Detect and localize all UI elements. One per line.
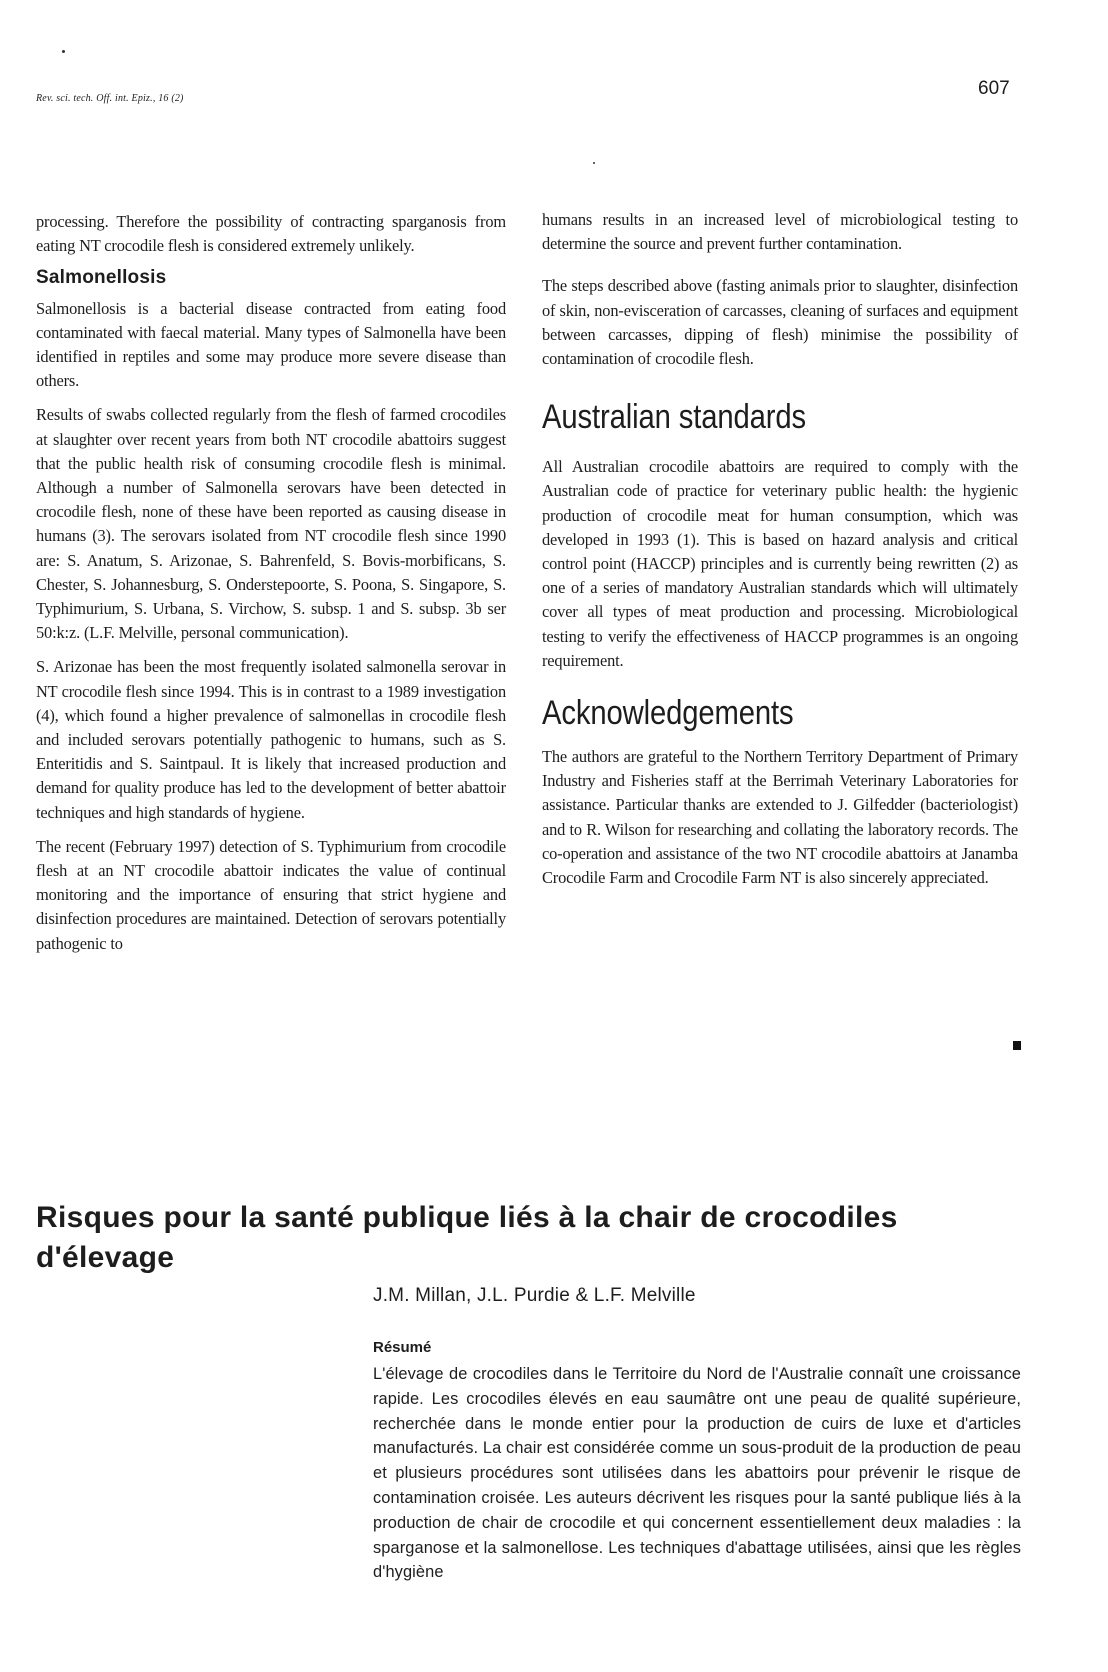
paragraph: S. Arizonae has been the most frequently isolated salmonella serovar in NT crocodile flesh since 1994. This is in contrast to a 1989 investigation (4), which found a higher prevalence of salmonellas in crocodile flesh and included serovars potentially pathogenic to humans, such as S. Enteritidis and S. Saintpaul. It is likely that increased production and demand for quality produce has led to the development of better abattoir techniques and high standards of hygiene. [36, 657, 506, 822]
paragraph: Results of swabs collected regularly from the flesh of farmed crocodiles at slaughter over recent years from both NT crocodile abattoirs suggest that the public health risk of consuming crocodile flesh is minimal. Although a number of Salmonella serovars have been detected in crocodile flesh, none of these have been reported as causing disease in humans (3). The serovars isolated from NT crocodile flesh since 1990 are: S. Anatum, S. Arizonae, S. Bahrenfeld, S. Bovis-morbificans, S. Chester, S. Johannesburg, S. Onderstepoorte, S. Poona, S. Singapore, S. Typhimurium, S. Urbana, S. Virchow, S. subsp. 1 and S. subsp. 3b ser 50:k:z. (L.F. Melville, personal communication). [36, 405, 506, 643]
resume-heading: Résumé [373, 1339, 432, 1356]
section-heading-salmonellosis: Salmonellosis [36, 267, 167, 289]
scan-speck [593, 162, 595, 164]
section-heading-acknowledgements: Acknowledgements [542, 694, 794, 733]
french-article-authors: J.M. Millan, J.L. Purdie & L.F. Melville [373, 1285, 696, 1306]
journal-citation: Rev. sci. tech. Off. int. Epiz., 16 (2) [36, 93, 184, 104]
paragraph: Salmonellosis is a bacterial disease contracted from eating food contaminated with faecal material. Many types of Salmonella have been identified in reptiles and some may produce more severe disease than others. [36, 298, 506, 391]
left-column [36, 210, 506, 966]
section-heading-australian-standards: Australian standards [542, 398, 806, 437]
resume-text: L'élevage de crocodiles dans le Territoire du Nord de l'Australie connaît une croissance rapide. Les crocodiles élevés en eau saumâtre ont une peau de qualité supérieure, recherchée dans le monde entier pour la production de cuirs de luxe et d'articles manufacturés. La chair est considérée comme un sous-produit de la production de peau et plusieurs procédures sont utilisées dans les abattoirs pour prévenir le risque de contamination croisée. Les auteurs décrivent les risques pour la santé publique liés à la production de chair de crocodile et qui concernent essentiellement deux maladies : la sparganose et la salmonellose. Les techniques d'abattage utilisées, ainsi que les règles d'hygiène [373, 1365, 1021, 1582]
paragraph: processing. Therefore the possibility of contracting sparganosis from eating NT crocodile flesh is considered extremely unlikely. [36, 212, 506, 256]
paragraph: The steps described above (fasting animals prior to slaughter, disinfection of skin, non-evisceration of carcasses, cleaning of surfaces and equipment between carcasses, dipping of flesh) minimise the possibility of contamination of crocodile flesh. [542, 276, 1018, 369]
paragraph: All Australian crocodile abattoirs are required to comply with the Australian code of practice for veterinary public health: the hygienic production of crocodile meat for human consumption, which was developed in 1993 (1). This is based on hazard analysis and critical control point (HACCP) principles and is currently being rewritten (2) as one of a series of mandatory Australian standards which will ultimately cover all types of meat production and processing. Microbiological testing to verify the effectiveness of HACCP programmes is an ongoing requirement. [542, 457, 1018, 670]
paragraph: humans results in an increased level of microbiological testing to determine the source and prevent further contamination. [542, 210, 1018, 254]
end-of-article-mark [1013, 1041, 1021, 1050]
french-article-title: Risques pour la santé publique liés à la chair de crocodiles d'élevage [36, 1201, 898, 1274]
right-column [542, 208, 1018, 900]
paragraph: The authors are grateful to the Northern Territory Department of Primary Industry and Fisheries staff at the Berrimah Veterinary Laboratories for assistance. Particular thanks are extended to J. Gilfedder (bacteriologist) and to R. Wilson for researching and collating the laboratory records. The co-operation and assistance of the two NT crocodile abattoirs at Janamba Crocodile Farm and Crocodile Farm NT is also sincerely appreciated. [542, 747, 1018, 888]
paragraph: The recent (February 1997) detection of S. Typhimurium from crocodile flesh at an NT crocodile abattoir indicates the value of continual monitoring and the importance of ensuring that strict hygiene and disinfection procedures are maintained. Detection of serovars potentially pathogenic to [36, 836, 506, 953]
scan-speck [62, 50, 65, 53]
page-number: 607 [978, 78, 1010, 99]
